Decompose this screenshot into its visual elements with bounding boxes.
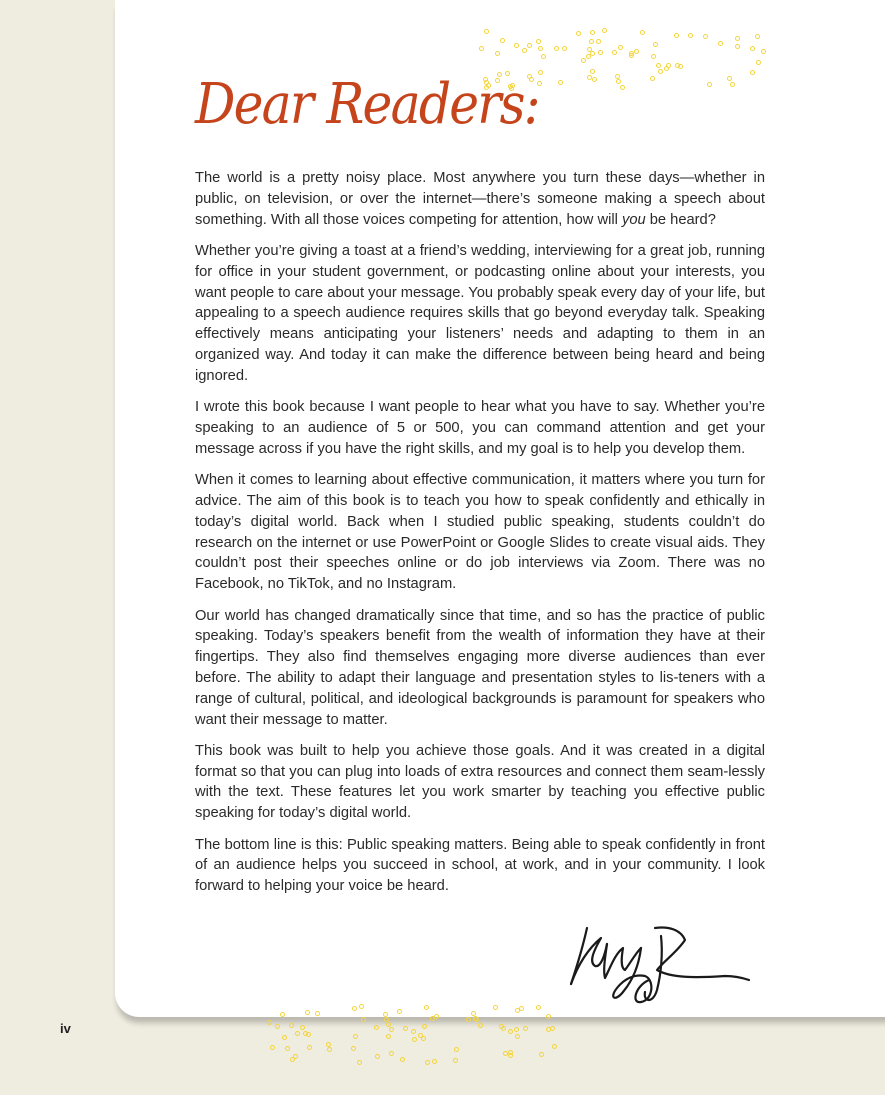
decorative-dot — [541, 54, 546, 59]
decorative-dot — [374, 1025, 379, 1030]
decorative-dot — [267, 1020, 272, 1025]
decorative-dot — [756, 60, 761, 65]
paragraph-4: When it comes to learning about effective communication, it matters where you turn for advice. The aim of this book is to teach you how to speak confidently and ethically in today’s digital world. Back when I studied public speaking, students couldn’t do research on the internet or use PowerPoint or Google Slides to create visual aids. They couldn’t post their speeches online or do job interviews via Zoom. There was no Facebook, no TikTok, and no Instagram. — [195, 472, 765, 593]
decorative-dot — [434, 1014, 439, 1019]
decorative-dot — [424, 1005, 429, 1010]
decorative-dot — [589, 39, 594, 44]
decorative-dot — [596, 39, 601, 44]
decorative-dot — [327, 1047, 332, 1052]
decorative-dot — [539, 1052, 544, 1057]
decorative-dot — [576, 31, 581, 36]
decorative-dot — [750, 70, 755, 75]
decorative-dot — [425, 1060, 430, 1065]
decorative-dot — [478, 1023, 483, 1028]
decorative-dot — [590, 30, 595, 35]
decorative-dot — [514, 1027, 519, 1032]
decorative-dot — [307, 1045, 312, 1050]
decorative-dot — [352, 1006, 357, 1011]
decorative-dot — [432, 1059, 437, 1064]
decorative-dot — [536, 39, 541, 44]
decorative-dot — [755, 34, 760, 39]
paragraph-5: Our world has changed dramatically since that time, and so has the practice of public speaking. Today’s speakers benefit from the wealth of information they have at their fingertips. They also find themselves engaging more diverse audiences than ever before. The ability to adapt their language and presentation styles to lis-teners with a range of cultural, political, and ideological backgrounds is paramount for speakers who want their message to matter. — [195, 607, 765, 728]
decorative-dot — [707, 82, 712, 87]
decorative-dot — [538, 46, 543, 51]
decorative-dot — [282, 1035, 287, 1040]
decorative-dot — [293, 1054, 298, 1059]
decorative-dot — [602, 28, 607, 33]
decorative-dot — [386, 1034, 391, 1039]
decorative-dot — [735, 44, 740, 49]
decorative-dot — [750, 46, 755, 51]
decorative-dot — [620, 85, 625, 90]
decorative-dot — [473, 1016, 478, 1021]
decorative-dot — [592, 77, 597, 82]
decorative-dot — [514, 43, 519, 48]
decorative-dot — [634, 49, 639, 54]
decorative-dot — [674, 33, 679, 38]
decorative-dot — [658, 69, 663, 74]
decorative-dot — [389, 1027, 394, 1032]
decorative-dot — [306, 1032, 311, 1037]
decorative-dot — [295, 1031, 300, 1036]
decorative-dot — [703, 34, 708, 39]
decorative-dot — [466, 1017, 471, 1022]
decorative-dot — [418, 1033, 423, 1038]
decorative-dot — [552, 1044, 557, 1049]
decorative-dot — [653, 42, 658, 47]
decorative-dot — [522, 48, 527, 53]
decorative-dot — [666, 63, 671, 68]
decorative-dot — [484, 29, 489, 34]
decorative-dot — [550, 1026, 555, 1031]
decorative-dot — [527, 43, 532, 48]
decorative-dot — [688, 33, 693, 38]
decorative-dot — [479, 46, 484, 51]
decorative-dot — [718, 41, 723, 46]
decorative-dot — [581, 58, 586, 63]
decorative-dot — [353, 1034, 358, 1039]
paragraph-3: I wrote this book because I want people to hear what you have to say. Whether you’re speaking to an audience of 5 or 500, you can command attention and get your message across if you have the right skills, and my goal is to help you develop them. — [195, 399, 765, 457]
decorative-dot — [454, 1047, 459, 1052]
decorative-dot — [386, 1022, 391, 1027]
decorative-dot — [590, 51, 595, 56]
decorative-dot — [422, 1024, 427, 1029]
decorative-dot — [519, 1006, 524, 1011]
decorative-dot — [735, 36, 740, 41]
decorative-dot — [389, 1051, 394, 1056]
paragraph-7: The bottom line is this: Public speaking matters. Being able to speak confidently in front of an audience helps you succeed in school, at work, and in your community. I look forward to helping your voice be heard. — [195, 836, 765, 895]
letter-heading: Dear Readers: — [195, 72, 539, 137]
author-signature — [565, 918, 755, 1006]
decorative-dot — [508, 1029, 513, 1034]
decorative-dot — [359, 1004, 364, 1009]
decorative-dot — [558, 80, 563, 85]
decorative-dot — [495, 51, 500, 56]
decorative-dot — [618, 45, 623, 50]
decorative-dot — [500, 38, 505, 43]
decorative-dot — [305, 1010, 310, 1015]
decorative-dot — [384, 1017, 389, 1022]
decorative-dot — [523, 1026, 528, 1031]
decorative-dot — [397, 1009, 402, 1014]
paragraph-2: Whether you’re giving a toast at a friend’s wedding, interviewing for a great job, running for office in your student government, or podcasting online about your interests, you want people to care about your message. You probably speak every day of your life, but appealing to a speech audience requires skills that go beyond everyday talk. Speaking effectively means anticipating your listeners’ needs and adapting to them in an organized way. And today it can make the difference between being heard and being ignored. — [195, 242, 765, 384]
decorative-dot — [412, 1037, 417, 1042]
decorative-dot — [761, 49, 766, 54]
decorative-dot — [375, 1054, 380, 1059]
decorative-dot — [280, 1012, 285, 1017]
decorative-dot — [300, 1025, 305, 1030]
decorative-dot — [730, 82, 735, 87]
decorative-dot — [361, 1017, 366, 1022]
decorative-dot — [403, 1026, 408, 1031]
decorative-dot — [590, 69, 595, 74]
decorative-dot — [289, 1023, 294, 1028]
decorative-dot — [351, 1046, 356, 1051]
decorative-dot — [508, 1053, 513, 1058]
decorative-dot — [587, 47, 592, 52]
decorative-dot — [640, 30, 645, 35]
decorative-dot — [546, 1014, 551, 1019]
decorative-dot — [315, 1011, 320, 1016]
decorative-dot — [515, 1034, 520, 1039]
decorative-dot — [536, 1005, 541, 1010]
decorative-dot — [270, 1045, 275, 1050]
decorative-dot — [598, 50, 603, 55]
decorative-dot — [400, 1057, 405, 1062]
decorative-dot — [499, 1024, 504, 1029]
decorative-dots-bottom — [265, 1003, 560, 1065]
decorative-dot — [656, 63, 661, 68]
paragraph-1: The world is a pretty noisy place. Most anywhere you turn these days—whether in public, on television, or over the internet—there’s someone making a speech about something. With all those voices competing for attention, how will you be heard? — [195, 170, 765, 228]
decorative-dot — [357, 1060, 362, 1065]
decorative-dot — [675, 63, 680, 68]
decorative-dot — [554, 46, 559, 51]
decorative-dot — [727, 76, 732, 81]
decorative-dot — [493, 1005, 498, 1010]
decorative-dot — [411, 1029, 416, 1034]
decorative-dot — [453, 1058, 458, 1063]
decorative-dot — [651, 54, 656, 59]
decorative-dot — [650, 76, 655, 81]
decorative-dot — [562, 46, 567, 51]
paragraph-6: This book was built to help you achieve those goals. And it was created in a digital format so that you can plug into loads of extra resources and connect them seam-lessly with the text. These features let you work smarter by teaching you effective public speaking for today’s digital world. — [195, 742, 765, 822]
letter-body — [195, 168, 765, 908]
decorative-dot — [616, 79, 621, 84]
page-number: iv — [60, 1021, 71, 1036]
decorative-dot — [612, 50, 617, 55]
decorative-dot — [629, 53, 634, 58]
decorative-dot — [275, 1024, 280, 1029]
decorative-dot — [285, 1046, 290, 1051]
